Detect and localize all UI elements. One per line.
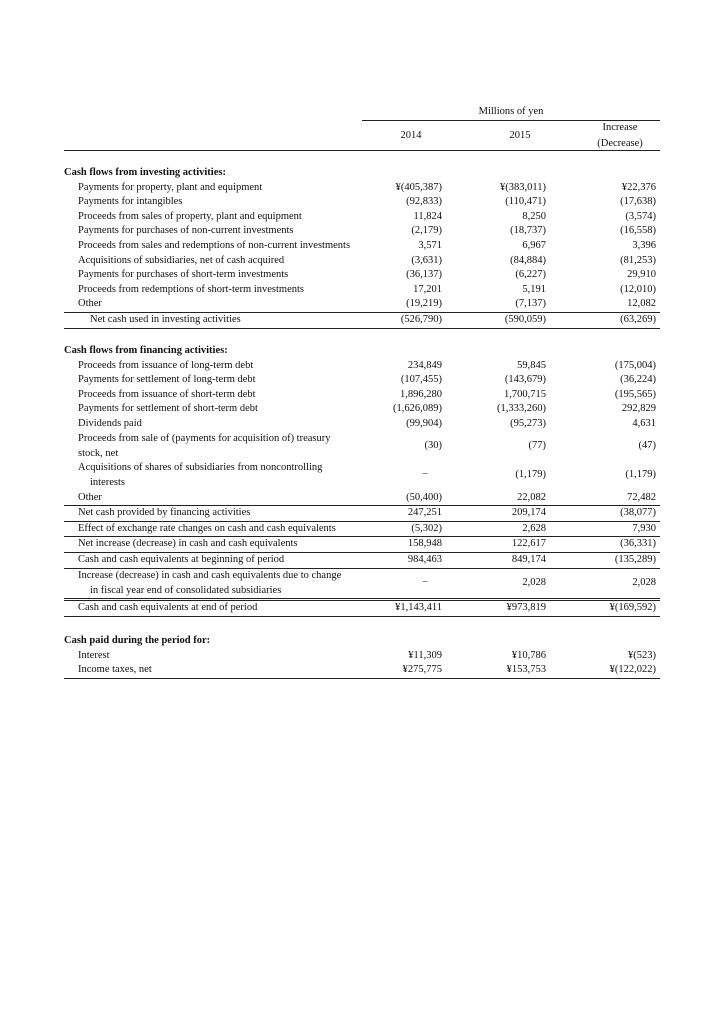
- row-value-change: 4,631: [632, 417, 656, 429]
- row-value-change: (81,253): [620, 254, 656, 266]
- cash-paid-section: [64, 634, 660, 679]
- cash-paid-title: Cash paid during the period for:: [64, 635, 211, 646]
- row-value-v2014: (92,833): [406, 196, 442, 208]
- row-label: Proceeds from redemptions of short-term investments: [78, 283, 304, 295]
- row-value-v2014: ¥11,309: [408, 649, 442, 661]
- row-value-change: (195,565): [614, 388, 656, 400]
- table-row: [64, 402, 660, 417]
- table-row: [64, 283, 660, 298]
- beginning-balance-row: Cash and cash equivalents at beginning of period 984,463 849,174 (135,289): [64, 553, 660, 569]
- row-value-v2014: (1,626,089): [393, 403, 442, 415]
- row-value-v2014: (36,137): [406, 269, 442, 281]
- row-label: Dividends paid: [78, 417, 142, 429]
- row-label: Proceeds from issuance of long-term debt: [78, 359, 254, 371]
- table-row: [64, 195, 660, 210]
- row-value-v2014: (3,631): [411, 254, 442, 266]
- table-row: [64, 663, 660, 679]
- row-label: Payments for property, plant and equipment: [78, 181, 263, 193]
- row-value-v2015: 1,700,715: [504, 388, 546, 400]
- row-value-v2015: (95,273): [510, 417, 546, 429]
- row-value-v2015: (1,333,260): [497, 403, 546, 415]
- row-value-change: 12,082: [627, 298, 656, 310]
- row-value-change: ¥(523): [628, 649, 656, 661]
- row-value-v2014: 1,896,280: [400, 388, 442, 400]
- table-row: [64, 359, 660, 374]
- table-row: [64, 649, 660, 664]
- net-change-row: Net increase (decrease) in cash and cash equivalents 158,948 122,617 (36,331): [64, 537, 660, 553]
- table-row: [64, 181, 660, 196]
- row-value-v2014: (99,904): [406, 417, 442, 429]
- row-value-change: 29,910: [627, 269, 656, 281]
- table-row: [64, 417, 660, 432]
- column-header-change: Increase (Decrease): [597, 122, 643, 149]
- row-value-v2014: (107,455): [400, 374, 442, 386]
- row-value-v2015: 59,845: [517, 359, 546, 371]
- row-label: Payments for purchases of short-term investments: [78, 269, 289, 281]
- row-label: Payments for intangibles: [78, 196, 183, 208]
- row-value-change: (12,010): [620, 283, 656, 295]
- row-value-change: ¥(122,022): [609, 664, 656, 676]
- investing-total-row: Net cash used in investing activities (526,790) (590,059) (63,269): [64, 312, 660, 329]
- row-value-v2015: (84,884): [510, 254, 546, 266]
- row-label: Income taxes, net: [78, 664, 152, 676]
- row-value-v2015: ¥153,753: [506, 664, 546, 676]
- row-label: Payments for settlement of short-term debt: [78, 403, 258, 415]
- section-title-row: [64, 344, 660, 359]
- section-title-row: [64, 166, 660, 181]
- row-value-v2014: ¥(405,387): [395, 181, 442, 193]
- ending-balance-row: Cash and cash equivalents at end of period ¥1,143,411 ¥973,819 ¥(169,592): [64, 601, 660, 617]
- column-header-2014: 2014: [400, 130, 422, 141]
- row-label: Proceeds from issuance of short-term debt: [78, 388, 256, 400]
- investing-section: [64, 166, 660, 329]
- table-row: [64, 388, 660, 403]
- row-value-v2014: (19,219): [406, 298, 442, 310]
- row-value-change: (17,638): [620, 196, 656, 208]
- row-value-change: 3,396: [632, 239, 656, 251]
- row-value-v2015: (7,137): [515, 298, 546, 310]
- row-value-v2014: ¥275,775: [402, 664, 442, 676]
- row-label: Payments for settlement of long-term debt: [78, 374, 256, 386]
- row-value-v2014: 3,571: [418, 239, 442, 251]
- row-label: Other: [78, 298, 102, 310]
- table-row: [64, 210, 660, 225]
- row-value-v2015: (6,227): [515, 269, 546, 281]
- fiscal-change-row: Increase (decrease) in cash and cash equivalents due to change in fiscal year end of consolidated subsidiaries − 2,028 2,028: [64, 569, 660, 602]
- row-value-change: ¥22,376: [621, 181, 656, 193]
- row-value-change: (175,004): [614, 359, 656, 371]
- row-value-v2015: 6,967: [522, 239, 546, 251]
- row-value-v2015: 5,191: [522, 283, 546, 295]
- row-value-v2015: (18,737): [510, 225, 546, 237]
- table-header: [64, 106, 660, 158]
- table-row: [64, 297, 660, 312]
- row-value-v2015: ¥(383,011): [500, 181, 546, 193]
- financing-section: [64, 344, 660, 617]
- row-value-change: (3,574): [625, 210, 656, 222]
- table-row: [64, 254, 660, 269]
- financing-title: Cash flows from financing activities:: [64, 345, 228, 356]
- table-row: [64, 373, 660, 388]
- row-value-change: (36,224): [620, 374, 656, 386]
- row-value-v2015: (143,679): [504, 374, 546, 386]
- row-value-v2014: (2,179): [411, 225, 442, 237]
- table-row: Acquisitions of shares of subsidiaries from noncontrolling interests − (1,179) (1,179): [78, 462, 656, 489]
- table-row: [64, 224, 660, 239]
- fx-effect-row: Effect of exchange rate changes on cash and cash equivalents (5,302) 2,628 7,930: [64, 522, 660, 538]
- row-value-change: (16,558): [620, 225, 656, 237]
- section-title-row: [64, 634, 660, 649]
- row-value-v2014: 17,201: [413, 283, 442, 295]
- row-value-v2015: ¥10,786: [511, 649, 546, 661]
- row-label: Interest: [78, 649, 110, 661]
- row-label: Proceeds from sales of property, plant and equipment: [78, 210, 302, 222]
- row-value-change: 292,829: [621, 403, 656, 415]
- table-row: Proceeds from sale of (payments for acquisition of) treasury stock, net (30) (77) (47): [78, 432, 656, 459]
- table-row: [64, 239, 660, 254]
- financing-total-row: Net cash provided by financing activities 247,251 209,174 (38,077): [64, 506, 660, 522]
- column-header-2015: 2015: [509, 130, 531, 141]
- row-label: Proceeds from sales and redemptions of non-current investments: [78, 239, 351, 251]
- investing-title: Cash flows from investing activities:: [64, 167, 226, 178]
- row-label: Payments for purchases of non-current investments: [78, 225, 294, 237]
- row-label: Acquisitions of subsidiaries, net of cash acquired: [78, 254, 285, 266]
- row-value-v2015: (110,471): [505, 196, 546, 208]
- row-value-v2014: 11,824: [413, 210, 442, 222]
- table-row: [64, 268, 660, 283]
- row-value-v2015: 8,250: [522, 210, 546, 222]
- table-row: Other (50,400) 22,082 72,482: [64, 491, 660, 507]
- row-value-v2014: 234,849: [407, 359, 442, 371]
- unit-label: Millions of yen: [478, 106, 544, 117]
